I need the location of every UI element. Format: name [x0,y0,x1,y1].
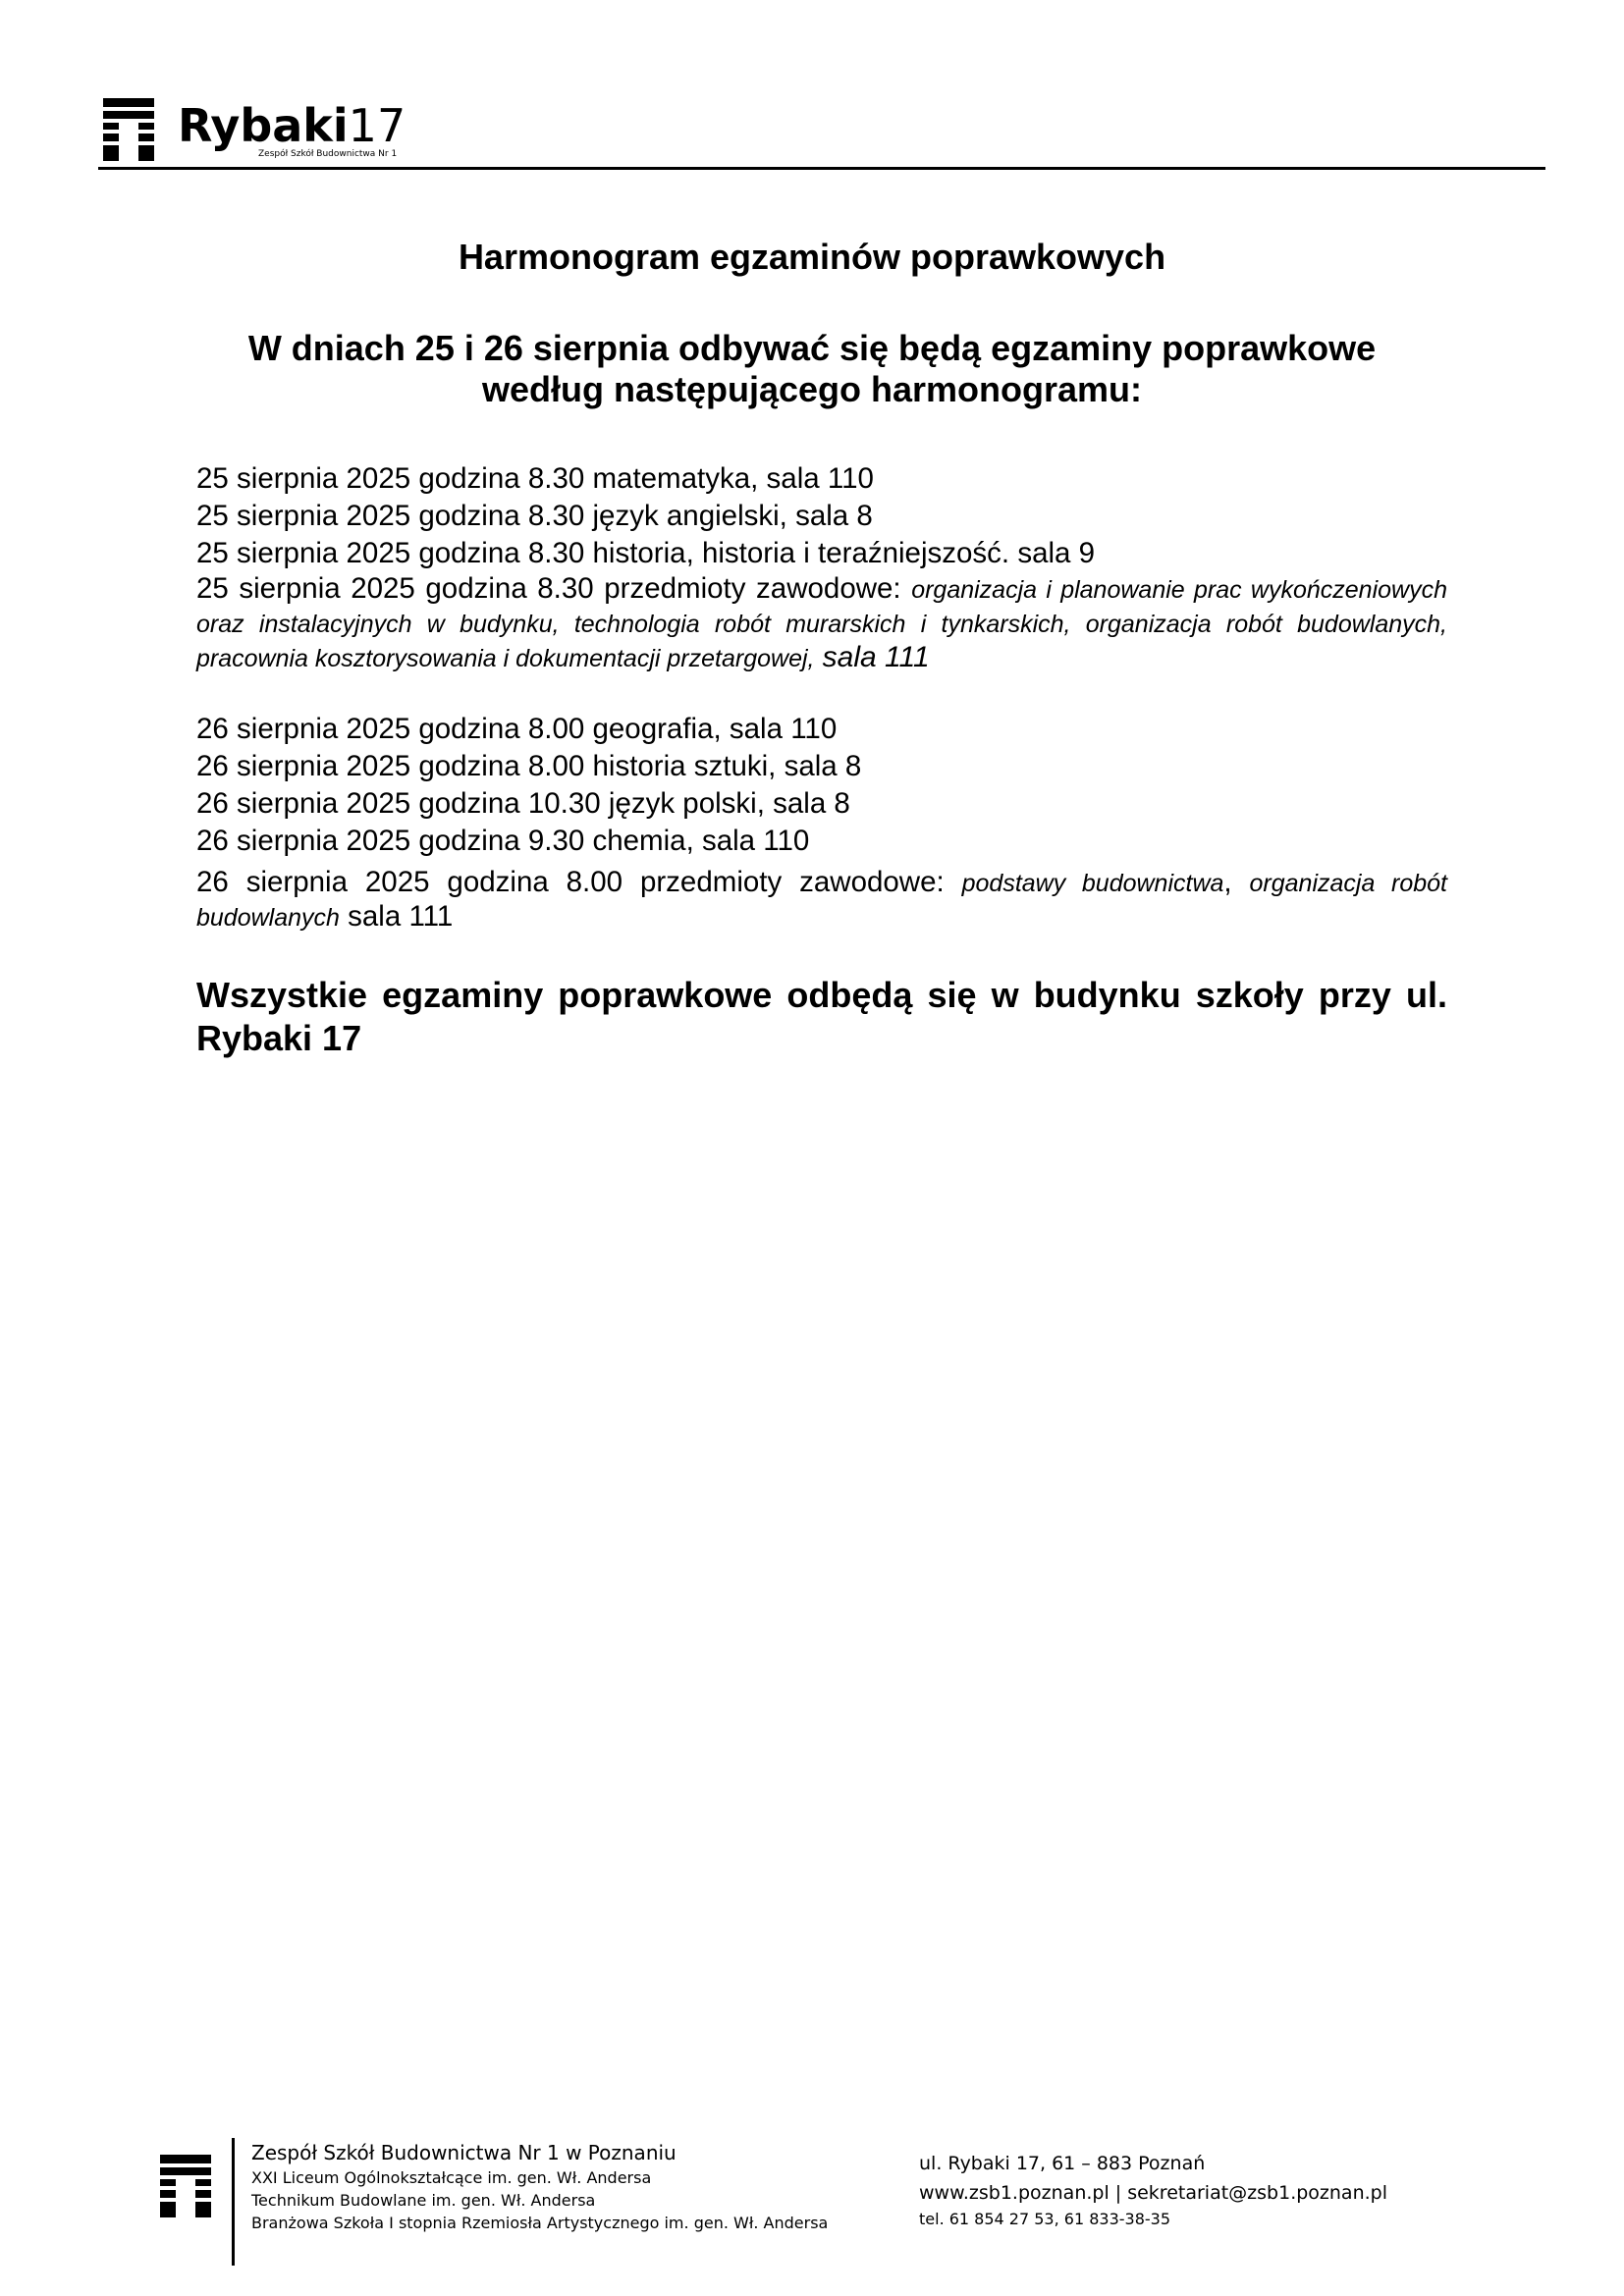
footer-school-name: Zespół Szkół Budownictwa Nr 1 w Poznaniu [251,2141,677,2164]
schedule-item: 25 sierpnia 2025 godzina 8.30 matematyka, sala 110 [196,462,874,495]
vocational-lead: 25 sierpnia 2025 godzina 8.30 przedmioty zawodowe: [196,572,901,605]
footer-school-info [251,2139,828,2234]
schedule [196,460,1447,1060]
building-icon [103,98,154,161]
footer-contact [919,2149,1387,2231]
day-2-group [196,711,1447,934]
page-title: Harmonogram egzaminów poprawkowych [458,237,1166,277]
vocational-subject: organizacja robót budowlanych [196,870,1447,932]
school-logo [103,96,406,165]
header-divider [98,167,1545,170]
subtitle-line-2: według następującego harmonogramu: [481,369,1143,409]
footer-building-icon [160,2155,211,2217]
schedule-item: 26 sierpnia 2025 godzina 10.30 język polski, sala 8 [196,787,850,820]
schedule-item: 26 sierpnia 2025 godzina 8.00 historia sztuki, sala 8 [196,750,862,782]
schedule-item: 25 sierpnia 2025 godzina 8.30 język angielski, sala 8 [196,500,873,532]
footer-divider [232,2138,235,2266]
vocational-subject: podstawy budownictwa [961,870,1224,897]
logo-wordmark [178,100,406,151]
footer-unit: Technikum Budowlane im. gen. Wł. Andersa [251,2191,596,2210]
schedule-item: 25 sierpnia 2025 godzina 8.30 historia, historia i teraźniejszość. sala 9 [196,537,1096,569]
schedule-item-vocational: 26 sierpnia 2025 godzina 8.00 przedmioty zawodowe: podstawy budownictwa, organizacja robót budowlanych sala 111 [196,866,1447,933]
vocational-lead: 26 sierpnia 2025 godzina 8.00 przedmioty zawodowe: [196,866,945,898]
final-note: Wszystkie egzaminy poprawkowe odbędą się w budynku szkoły przy ul. Rybaki 17 [196,975,1447,1058]
schedule-item-vocational [196,572,1447,675]
schedule-item: 26 sierpnia 2025 godzina 9.30 chemia, sala 110 [196,825,810,857]
logo-number: 17 [348,99,406,152]
subtitle-line-1: W dniach 25 i 26 sierpnia odbywać się będą egzaminy poprawkowe [247,328,1377,368]
logo-subtitle: Zespół Szkół Budownictwa Nr 1 [258,149,398,159]
vocational-room: sala 111 [822,641,930,673]
footer-unit: Branżowa Szkoła I stopnia Rzemiosła Artystycznego im. gen. Wł. Andersa [251,2214,829,2232]
footer-phone: tel. 61 854 27 53, 61 833-38-35 [919,2210,1171,2228]
logo-bold: Rybaki [178,99,349,152]
schedule-item: 26 sierpnia 2025 godzina 8.00 geografia, sala 110 [196,713,838,745]
footer-web-email[interactable]: www.zsb1.poznan.pl | sekretariat@zsb1.poznan.pl [919,2182,1387,2204]
footer-unit: XXI Liceum Ogólnokształcące im. gen. Wł. Andersa [251,2168,652,2187]
page-subtitle [0,328,1624,410]
vocational-room: sala 111 [348,900,454,933]
footer-address: ul. Rybaki 17, 61 – 883 Poznań [919,2153,1206,2174]
vocational-subjects: organizacja i planowanie prac wykończeniowych oraz instalacyjnych w budynku, technologia robót murarskich i tynkarskich, organizacja robót budowlanych, pracownia kosztorysowania i dokumentacji przetargowej, [196,576,1447,672]
